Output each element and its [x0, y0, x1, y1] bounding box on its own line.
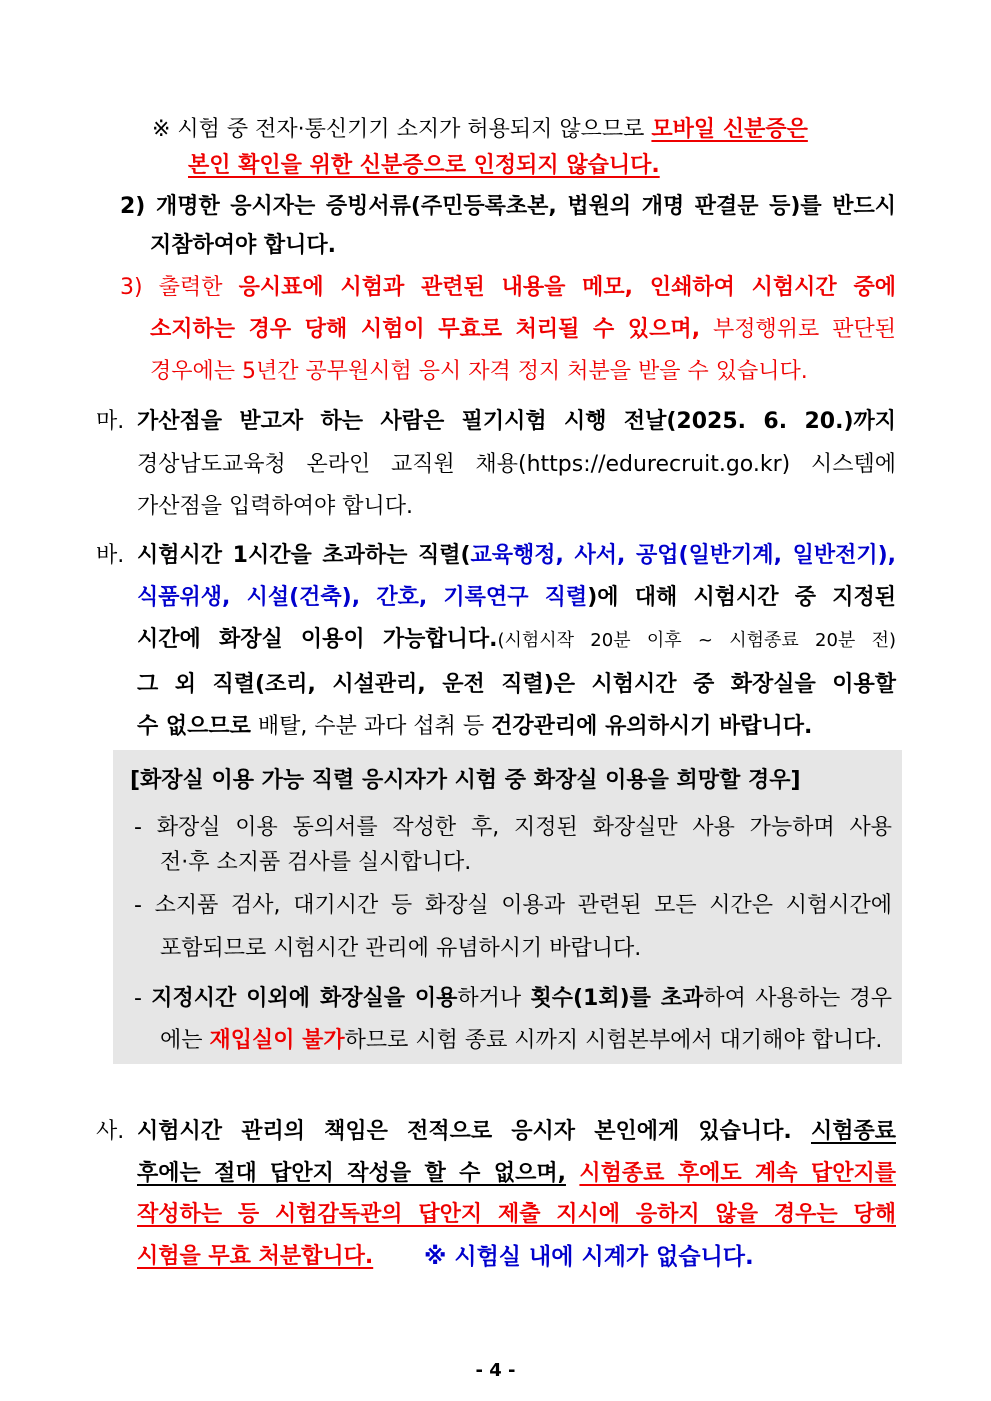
sa-text-1: 시험시간 관리의 책임은 전적으로 응시자 본인에게 있습니다.	[137, 1119, 811, 1144]
ba-time-note: (시험시작 20분 이후 ~ 시험종료 20분 전)	[497, 630, 896, 651]
note-line-1	[152, 116, 896, 144]
section-sa-line-4: 시험을 무효 처분합니다.	[137, 1244, 374, 1269]
section-sa-line-2	[137, 1160, 896, 1188]
box-bullet-3-text-2: 하여 사용하는 경우	[703, 986, 893, 1011]
section-sa-line-1	[137, 1118, 896, 1146]
note-line-2: 본인 확인을 위한 신분증으로 인정되지 않습니다.	[188, 153, 660, 178]
box-bullet-3-line-1	[134, 985, 892, 1013]
section-ba-marker: 바.	[96, 543, 125, 568]
note-warning: 모바일 신분증은	[651, 117, 808, 142]
section-ba-line-4: 그 외 직렬(조리, 시설관리, 운전 직렬)은 시험시간 중 화장실을 이용할	[137, 672, 896, 697]
box-bullet-3-bold-1: 지정시간 이외에 화장실을 이용	[151, 986, 458, 1011]
ba-text-1: 시험시간 1시간을 초과하는 직렬(	[137, 543, 471, 568]
box-title: [화장실 이용 가능 직렬 응시자가 시험 중 화장실 이용을 희망할 경우]	[130, 768, 801, 793]
note-text: ※ 시험 중 전자·통신기기 소지가 허용되지 않으므로	[152, 117, 652, 142]
section-ma-line-1: 가산점을 받고자 하는 사람은 필기시험 시행 전날(2025. 6. 20.)까지	[137, 409, 896, 434]
page-number: - 4 -	[475, 1360, 516, 1381]
item3-line-2	[150, 316, 896, 344]
item3-prefix: 3) 출력한	[120, 275, 239, 300]
box-bullet-3-bold-2: 횟수(1회)를 초과	[530, 986, 704, 1011]
box-bullet-3-dash: -	[134, 986, 152, 1011]
ba-text-2: )에 대해 시험시간 중 지정된	[587, 585, 896, 610]
sa-space	[566, 1161, 579, 1186]
item3-line-1	[120, 274, 896, 302]
section-ba-line-2	[137, 584, 896, 612]
ba-text-5a: 수 없으므로	[137, 714, 251, 739]
section-ma-marker: 마.	[96, 409, 125, 434]
section-ba-line-1	[137, 542, 896, 570]
section-sa-clock-note: ※ 시험실 내에 시계가 없습니다.	[424, 1244, 754, 1270]
box-bullet-2-line-2: 포함되므로 시험시간 관리에 유념하시기 바랍니다.	[160, 936, 642, 961]
box-bullet-3-text-4: 하므로 시험 종료 시까지 시험본부에서 대기해야 합니다.	[344, 1028, 883, 1053]
box-bullet-3-warning: 재입실이 불가	[209, 1028, 345, 1053]
item3-line-3: 경우에는 5년간 공무원시험 응시 자격 정지 처분을 받을 수 있습니다.	[150, 359, 808, 384]
section-sa-marker: 사.	[96, 1119, 125, 1144]
box-bullet-3-text-3: 에는	[160, 1028, 210, 1053]
box-bullet-3-line-2	[160, 1027, 882, 1055]
box-bullet-1-line-2: 전·후 소지품 검사를 실시합니다.	[160, 850, 472, 875]
item3-text: 부정행위로 판단된	[700, 317, 896, 342]
section-ba-line-3	[137, 626, 896, 655]
sa-underlined-1: 시험종료	[810, 1119, 896, 1144]
ba-jobs-2: 식품위생, 시설(건축), 간호, 기록연구 직렬	[137, 585, 588, 610]
sa-underlined-2: 후에는 절대 답안지 작성을 할 수 없으며,	[137, 1161, 566, 1186]
section-ma-line-3: 가산점을 입력하여야 합니다.	[137, 494, 414, 519]
box-bullet-3-text-1: 하거나	[457, 986, 531, 1011]
box-bullet-2-line-1: - 소지품 검사, 대기시간 등 화장실 이용과 관련된 모든 시간은 시험시간에	[134, 893, 892, 918]
section-ma-line-2: 경상남도교육청 온라인 교직원 채용(https://edurecruit.go.kr) 시스템에	[137, 452, 896, 477]
ba-text-5c: 건강관리에 유의하시기 바랍니다.	[491, 714, 813, 739]
ba-text-3: 시간에 화장실 이용이 가능합니다.	[137, 627, 498, 652]
item2-line-2: 지참하여야 합니다.	[150, 233, 337, 258]
ba-text-5b: 배탈, 수분 과다 섭취 등	[250, 714, 492, 739]
box-bullet-1-line-1: - 화장실 이용 동의서를 작성한 후, 지정된 화장실만 사용 가능하며 사용	[134, 815, 892, 840]
item3-warning-2: 소지하는 경우 당해 시험이 무효로 처리될 수 있으며,	[150, 317, 701, 342]
section-ba-line-5	[137, 713, 812, 741]
ba-jobs-1: 교육행정, 사서, 공업(일반기계, 일반전기),	[470, 543, 896, 568]
sa-warning-1: 시험종료 후에도 계속 답안지를	[579, 1161, 896, 1186]
item2-line-1: 2) 개명한 응시자는 증빙서류(주민등록초본, 법원의 개명 판결문 등)를 반드시	[120, 194, 896, 219]
section-sa-line-3: 작성하는 등 시험감독관의 답안지 제출 지시에 응하지 않을 경우는 당해	[137, 1202, 896, 1227]
item3-warning-1: 응시표에 시험과 관련된 내용을 메모, 인쇄하여 시험시간 중에	[238, 275, 896, 300]
